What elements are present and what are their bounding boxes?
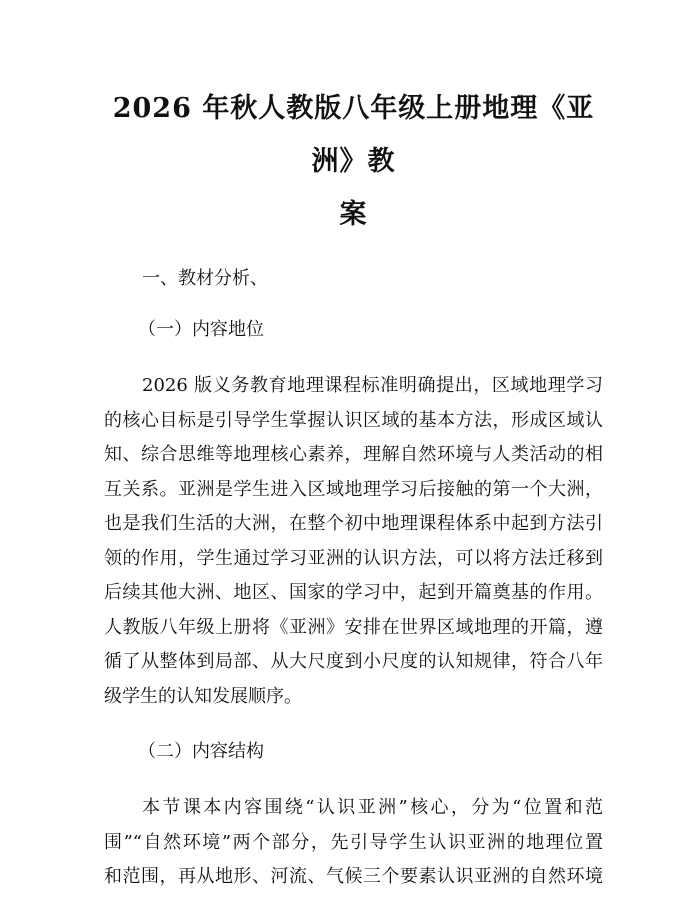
subsection-heading-content-structure: （二）内容结构	[138, 741, 264, 762]
subsection-heading-content-position: （一）内容地位	[138, 319, 264, 340]
title-line-1: 2026 年秋人教版八年级上册地理《亚洲》教	[112, 93, 595, 177]
paragraph-line: 也是我们生活的大洲，在整个初中地理课程体系中起到方法引	[104, 513, 603, 534]
paragraph-line: 人教版八年级上册将《亚洲》安排在世界区域地理的开篇，遵	[104, 616, 603, 638]
paragraph-line: 围”“自然环境”两个部分，先引导学生认识亚洲的地理位置	[104, 831, 603, 853]
paragraph-line: 领的作用，学生通过学习亚洲的认识方法，可以将方法迁移到	[104, 547, 603, 569]
paragraph-line: 本节课本内容围绕“认识亚洲”核心，分为“位置和范	[142, 797, 603, 818]
section-heading-materials-analysis: 一、教材分析、	[142, 268, 268, 289]
paragraph-content-position	[104, 369, 603, 714]
paragraph-line: 的核心目标是引导学生掌握认识区域的基本方法，形成区域认	[104, 409, 603, 431]
paragraph-line: 2026 版义务教育地理课程标准明确提出，区域地理学习	[142, 375, 603, 396]
paragraph-line: 级学生的认知发展顺序。	[104, 685, 302, 707]
paragraph-line: 后续其他大洲、地区、国家的学习中，起到开篇奠基的作用。	[104, 582, 603, 603]
document-title	[104, 82, 603, 241]
paragraph-line: 和范围，再从地形、河流、气候三个要素认识亚洲的自然环境	[104, 866, 603, 887]
paragraph-line: 知、综合思维等地理核心素养，理解自然环境与人类活动的相	[104, 444, 603, 465]
paragraph-content-structure	[104, 791, 603, 895]
paragraph-line: 循了从整体到局部、从大尺度到小尺度的认知规律，符合八年	[104, 651, 603, 672]
title-line-2: 案	[339, 199, 368, 230]
paragraph-line: 互关系。亚洲是学生进入区域地理学习后接触的第一个大洲，	[104, 478, 603, 500]
